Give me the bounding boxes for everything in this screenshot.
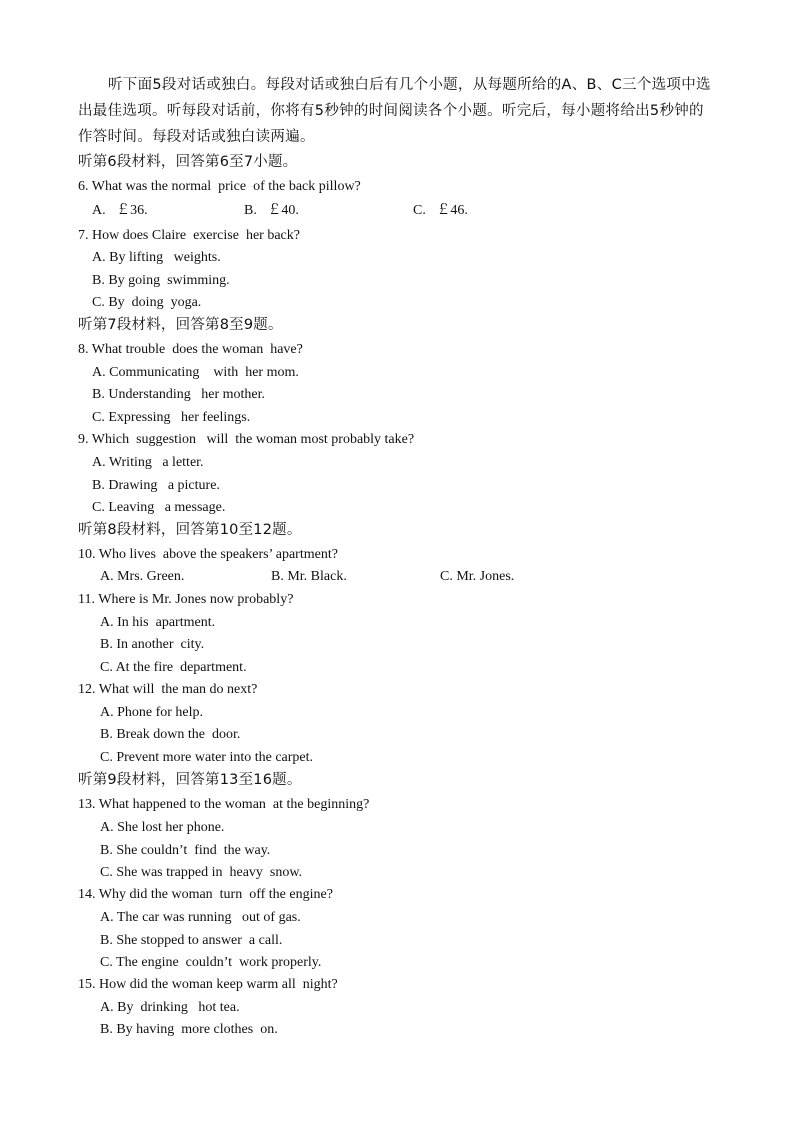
q8-option-b: B. Understanding her mother. (92, 387, 266, 402)
question-13: 13. What happened to the woman at the beginning? (78, 797, 370, 812)
question-6: 6. What was the normal price of the back pillow? (78, 179, 361, 194)
q7-option-c: C. By doing yoga. (92, 295, 202, 310)
q15-option-b: B. By having more clothes on. (100, 1022, 278, 1037)
q6-option-b: B. ￡40. (244, 203, 299, 218)
q11-option-b: B. In another city. (100, 637, 205, 652)
q12-option-c: C. Prevent more water into the carpet. (100, 750, 314, 765)
question-14: 14. Why did the woman turn off the engine? (78, 887, 333, 902)
q11-option-c: C. At the fire department. (100, 660, 247, 675)
q11-option-a: A. In his apartment. (100, 615, 216, 630)
q10-option-b: B. Mr. Black. (271, 569, 347, 584)
q14-option-a: A. The car was running out of gas. (100, 910, 301, 925)
question-8: 8. What trouble does the woman have? (78, 342, 303, 357)
q10-option-a: A. Mrs. Green. (100, 569, 185, 584)
question-15: 15. How did the woman keep warm all night? (78, 977, 338, 992)
section-heading-9: 听第9段材料，回答第13至16题。 (78, 772, 302, 788)
q13-option-a: A. She lost her phone. (100, 820, 225, 835)
section-heading-8: 听第8段材料，回答第10至12题。 (78, 522, 302, 538)
q9-option-c: C. Leaving a message. (92, 500, 226, 515)
q15-option-a: A. By drinking hot tea. (100, 1000, 240, 1015)
q12-option-a: A. Phone for help. (100, 705, 204, 720)
q14-option-b: B. She stopped to answer a call. (100, 933, 283, 948)
question-12: 12. What will the man do next? (78, 682, 258, 697)
question-7: 7. How does Claire exercise her back? (78, 228, 300, 243)
q9-option-b: B. Drawing a picture. (92, 478, 220, 493)
question-9: 9. Which suggestion will the woman most probably take? (78, 432, 415, 447)
q7-option-a: A. By lifting weights. (92, 250, 221, 265)
q7-option-b: B. By going swimming. (92, 273, 230, 288)
question-11: 11. Where is Mr. Jones now probably? (78, 592, 294, 607)
q14-option-c: C. The engine couldn’t work properly. (100, 955, 322, 970)
q8-option-c: C. Expressing her feelings. (92, 410, 251, 425)
q13-option-c: C. She was trapped in heavy snow. (100, 865, 303, 880)
q12-option-b: B. Break down the door. (100, 727, 241, 742)
q6-option-a: A. ￡36. (92, 203, 148, 218)
q9-option-a: A. Writing a letter. (92, 455, 204, 470)
section-instructions: 听下面5段对话或独白。每段对话或独白后有几个小题，从每题所给的A、B、C三个选项中选出最佳选项。听每段对话前，你将有5秒钟的时间阅读各个小题。听完后，每小题将给出5秒钟的作答时间。每段对话或独白读两遍。 (78, 77, 711, 145)
section-heading-7: 听第7段材料，回答第8至9题。 (78, 317, 283, 333)
q6-option-c: C. ￡46. (413, 203, 468, 218)
q13-option-b: B. She couldn’t find the way. (100, 843, 271, 858)
question-10: 10. Who lives above the speakers’ apartment? (78, 547, 338, 562)
q8-option-a: A. Communicating with her mom. (92, 365, 299, 380)
section-heading-6: 听第6段材料，回答第6至7小题。 (78, 154, 298, 170)
q10-option-c: C. Mr. Jones. (440, 569, 515, 584)
